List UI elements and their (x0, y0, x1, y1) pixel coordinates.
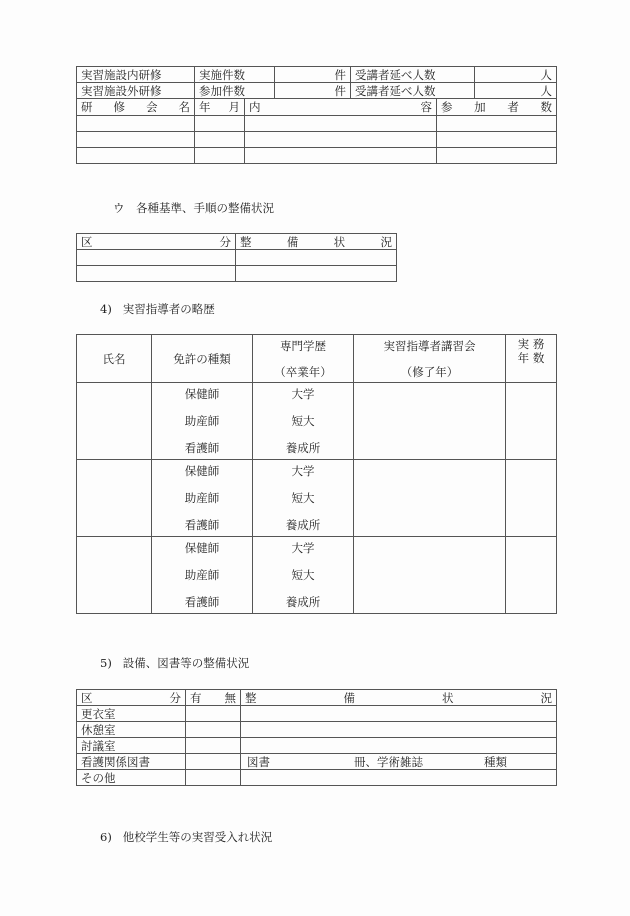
cell-course[interactable] (354, 537, 506, 614)
school-option[interactable]: 大学 (291, 387, 315, 401)
table-row (77, 116, 557, 132)
cell-years[interactable] (506, 537, 557, 614)
section-4-heading (100, 301, 215, 317)
cell-license[interactable] (152, 383, 253, 460)
cell-years[interactable] (506, 460, 557, 537)
cell-content[interactable] (245, 148, 437, 164)
row-label: 実習施設内研修 (77, 67, 195, 83)
instructor-row (77, 460, 557, 537)
header-char: 分 (169, 690, 181, 705)
header-course-sub: （修了年） (400, 364, 459, 379)
header-category (77, 234, 236, 250)
cell-license[interactable] (152, 537, 253, 614)
instructor-table (76, 334, 557, 614)
header-education-sub: （卒業年） (274, 364, 332, 379)
header-status (241, 690, 557, 706)
cell-name[interactable] (77, 148, 195, 164)
section-5-heading (100, 655, 249, 671)
cell-course[interactable] (354, 460, 506, 537)
section-u-heading: ウ 各種基準、手順の整備状況 (113, 201, 274, 215)
cell-status[interactable] (241, 722, 557, 738)
header-char: 有 (190, 690, 202, 705)
header-name: 氏名 (77, 335, 152, 383)
cell-education[interactable] (253, 383, 354, 460)
instructor-row (77, 537, 557, 614)
section-title: 設備、図書等の整備状況 (122, 656, 250, 670)
section-title: 他校学生等の実習受入れ状況 (122, 830, 273, 844)
table-row (77, 250, 397, 266)
header-char: 整 (245, 690, 257, 705)
header-char: 無 (224, 690, 236, 705)
row-label: 討議室 (77, 738, 186, 754)
header-participants (437, 99, 557, 116)
count-unit[interactable]: 件 (275, 83, 351, 99)
section-title: 実習指導者の略歴 (122, 302, 215, 316)
header-char: 研 (81, 100, 93, 114)
count-unit[interactable]: 件 (275, 67, 351, 83)
count-label: 実施件数 (195, 67, 275, 83)
school-option[interactable]: 養成所 (285, 518, 321, 532)
cell-name[interactable] (77, 116, 195, 132)
cell-category[interactable] (77, 266, 236, 282)
header-education-label: 専門学歴 (280, 338, 326, 353)
people-label: 受講者延べ人数 (351, 67, 475, 83)
row-label: 看護関係図書 (77, 754, 186, 770)
header-presence (186, 690, 241, 706)
header-char: 修 (113, 100, 125, 114)
header-name (77, 99, 195, 116)
license-option[interactable]: 助産師 (184, 414, 220, 428)
table-row (77, 754, 557, 770)
instructor-row (77, 383, 557, 460)
header-char: 況 (540, 690, 552, 705)
facilities-table (76, 689, 557, 786)
header-char: 区 (81, 690, 93, 705)
people-unit[interactable]: 人 (475, 83, 557, 99)
header-years-line2: 年 数 (517, 351, 545, 365)
cell-years[interactable] (506, 383, 557, 460)
table-row (77, 706, 557, 722)
cell-name[interactable] (77, 132, 195, 148)
header-char: 状 (333, 234, 346, 249)
row-label: 実習施設外研修 (77, 83, 195, 99)
cell-participants[interactable] (437, 116, 557, 132)
cell-presence[interactable] (186, 722, 241, 738)
header-char: 備 (286, 234, 299, 249)
school-option[interactable]: 短大 (291, 414, 315, 428)
table-row (77, 132, 557, 148)
cell-category[interactable] (77, 250, 236, 266)
cell-status[interactable] (241, 754, 557, 770)
count-label: 参加件数 (195, 83, 275, 99)
cell-content[interactable] (245, 116, 437, 132)
header-char: 状 (442, 690, 454, 705)
header-course (354, 335, 506, 383)
header-char: 整 (240, 234, 252, 249)
cell-status[interactable] (241, 770, 557, 786)
header-content (245, 99, 437, 116)
header-years-line1: 実 務 (517, 337, 545, 351)
header-license: 免許の種類 (152, 335, 253, 383)
header-status (236, 234, 397, 250)
school-option[interactable]: 大学 (291, 464, 315, 478)
training-table (76, 66, 557, 164)
cell-license[interactable] (152, 460, 253, 537)
volumes-journals-label: 冊、学術雑誌 (354, 755, 423, 769)
header-char: 者 (507, 100, 519, 114)
cell-presence[interactable] (186, 738, 241, 754)
license-option[interactable]: 保健師 (184, 464, 220, 478)
cell-date[interactable] (195, 148, 245, 164)
table-row (77, 83, 557, 99)
books-label: 図書 (247, 755, 270, 769)
header-char: 内 (249, 100, 261, 114)
header-category (77, 690, 186, 706)
cell-status[interactable] (241, 738, 557, 754)
table-row (77, 770, 557, 786)
cell-date[interactable] (195, 132, 245, 148)
people-unit[interactable]: 人 (475, 67, 557, 83)
header-char: 況 (380, 234, 392, 249)
header-char: 数 (540, 100, 552, 114)
cell-date[interactable] (195, 116, 245, 132)
school-option[interactable]: 短大 (291, 568, 315, 582)
cell-status[interactable] (241, 706, 557, 722)
table-row (77, 67, 557, 83)
row-label: 休憩室 (77, 722, 186, 738)
table-header-row (77, 99, 557, 116)
license-option[interactable]: 助産師 (184, 491, 220, 505)
header-char: 会 (146, 100, 158, 114)
table-row (77, 722, 557, 738)
header-education (253, 335, 354, 383)
header-char: 備 (343, 690, 355, 705)
table-header-row (77, 234, 397, 250)
school-option[interactable]: 養成所 (285, 595, 321, 609)
header-char: 区 (81, 234, 93, 249)
header-char: 加 (474, 100, 486, 114)
license-option[interactable]: 看護師 (184, 518, 220, 532)
license-option[interactable]: 保健師 (184, 541, 220, 555)
people-label: 受講者延べ人数 (351, 83, 475, 99)
cell-content[interactable] (245, 132, 437, 148)
row-label: その他 (77, 770, 186, 786)
header-char: 年 (199, 100, 211, 114)
kinds-label: 種類 (484, 755, 507, 769)
school-option[interactable]: 養成所 (285, 441, 321, 455)
cell-participants[interactable] (437, 148, 557, 164)
header-date (195, 99, 245, 116)
table-header-row (77, 690, 557, 706)
header-course-label: 実習指導者講習会 (383, 338, 476, 353)
cell-name[interactable] (77, 460, 152, 537)
license-option[interactable]: 看護師 (184, 441, 220, 455)
section-6-heading (100, 829, 272, 845)
standards-table (76, 233, 397, 282)
license-option[interactable]: 保健師 (184, 387, 220, 401)
table-row (77, 266, 397, 282)
cell-education[interactable] (253, 537, 354, 614)
license-option[interactable]: 看護師 (184, 595, 220, 609)
section-number: 5) (100, 656, 112, 670)
section-number: 4) (100, 302, 112, 316)
school-option[interactable]: 大学 (291, 541, 315, 555)
cell-name[interactable] (77, 383, 152, 460)
cell-name[interactable] (77, 537, 152, 614)
cell-presence[interactable] (186, 770, 241, 786)
header-char: 名 (178, 100, 190, 114)
header-char: 参 (441, 100, 453, 114)
cell-presence[interactable] (186, 706, 241, 722)
table-row (77, 738, 557, 754)
cell-course[interactable] (354, 383, 506, 460)
school-option[interactable]: 短大 (291, 491, 315, 505)
cell-status[interactable] (236, 266, 397, 282)
header-char: 容 (420, 100, 432, 114)
table-row (77, 148, 557, 164)
table-header-row (77, 335, 557, 383)
cell-status[interactable] (236, 250, 397, 266)
header-char: 分 (219, 234, 231, 249)
header-char: 月 (228, 100, 240, 114)
cell-participants[interactable] (437, 132, 557, 148)
header-years (506, 335, 557, 383)
cell-education[interactable] (253, 460, 354, 537)
license-option[interactable]: 助産師 (184, 568, 220, 582)
section-number: 6) (100, 830, 112, 844)
cell-presence[interactable] (186, 754, 241, 770)
row-label: 更衣室 (77, 706, 186, 722)
